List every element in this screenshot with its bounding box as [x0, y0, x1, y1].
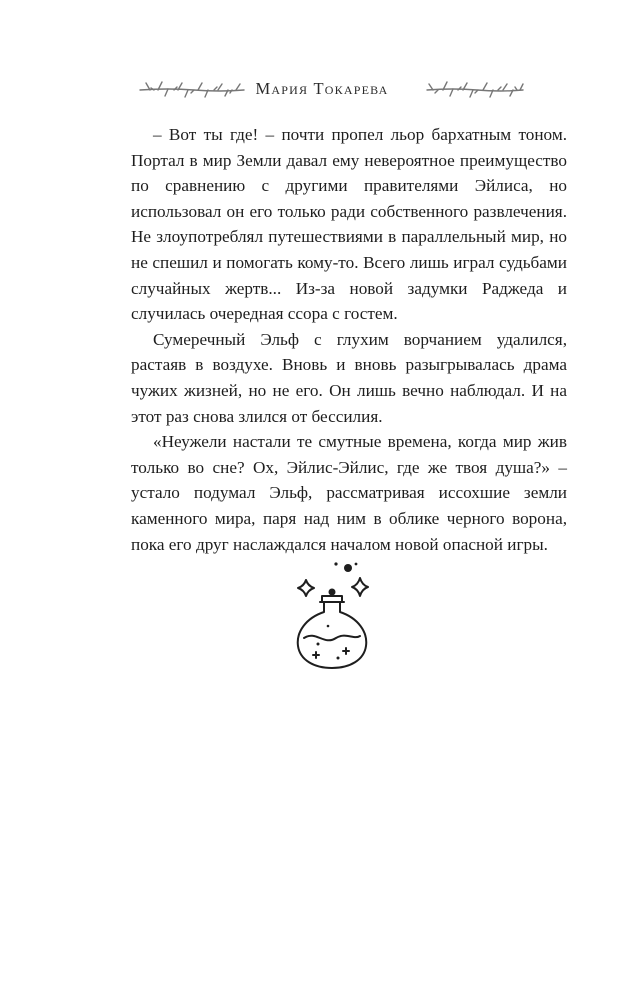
paragraph: – Вот ты где! – почти пропел льор бархатным тоном. Портал в мир Земли давал ему невероятное преимущество по сравнению с другими правителями Эйлиса, но использовал он его только ради собственного развлечения. Не злоупотреблял путешествиями в параллельный мир, но не спешил и помогать кому-то. Всего лишь играл судьбами случайных жертв... Из-за новой задумки Раджеда и случилась очередная ссора с гостем.: [131, 125, 567, 324]
potion-flask-icon: [288, 560, 378, 670]
page-body-text: [131, 122, 567, 557]
paragraph: «Неужели настали те смутные времена, когда мир жив только во сне? Ох, Эйлис-Эйлис, где же твоя душа?» – устало подумал Эльф, рассматривая иссохшие земли каменного мира, паря над ним в облике черного ворона, пока его друг наслаждался началом новой опасной игры.: [131, 432, 567, 554]
thorny-branch-icon: [425, 78, 525, 100]
paragraph: Сумеречный Эльф с глухим ворчанием удалился, растаяв в воздухе. Вновь и вновь разыгрывалась драма чужих жизней, но не его. Он лишь вечно наблюдал. И на этот раз снова злился от бессилия.: [131, 329, 567, 426]
running-title: Мария Токарева: [255, 79, 389, 98]
running-header: [0, 74, 644, 106]
